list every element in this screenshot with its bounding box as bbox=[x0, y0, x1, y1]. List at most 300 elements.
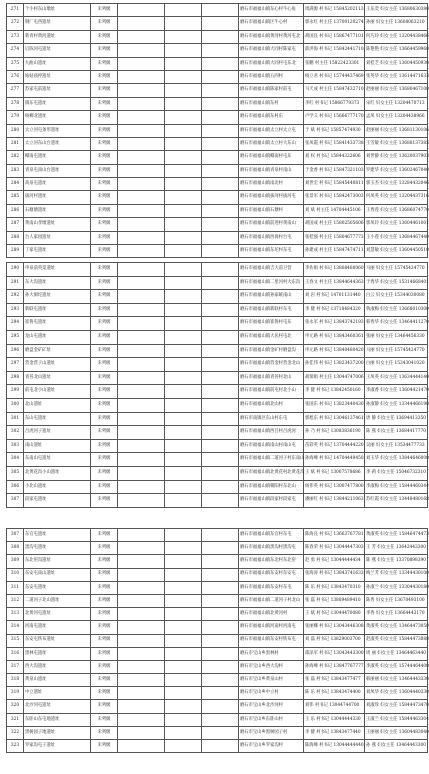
site-name: 钢厂屯西遗址 bbox=[24, 17, 91, 30]
empty-cell bbox=[118, 412, 165, 426]
site-location: 磨石市宝山乡中立村 bbox=[239, 687, 304, 700]
site-location: 磨石市福福山镇崔鲁村屯东 bbox=[239, 317, 304, 331]
empty-cell bbox=[165, 740, 202, 753]
protection-level: 未列级 bbox=[91, 385, 118, 399]
protection-level: 未列级 bbox=[91, 111, 118, 124]
contact-primary: 张鹏 村主任 15822423301 bbox=[304, 57, 365, 70]
empty-cell bbox=[118, 84, 165, 97]
empty-cell bbox=[165, 231, 202, 244]
row-number: 302 bbox=[7, 426, 24, 440]
row-number: 304 bbox=[7, 453, 24, 467]
protection-level: 未列级 bbox=[91, 700, 118, 713]
empty-cell bbox=[202, 111, 239, 124]
site-location: 磨石市福福山镇石塘村 bbox=[239, 204, 304, 217]
contact-primary: 张 磊 村书记 13843477477 bbox=[304, 674, 365, 687]
table-row bbox=[7, 245, 428, 258]
contact-primary: 胡国良 村书记 15867477101 bbox=[304, 30, 365, 43]
empty-cell bbox=[165, 358, 202, 372]
contact-secondary: 王丽丽 妇女主任 13604483040 bbox=[365, 726, 428, 739]
empty-cell bbox=[202, 412, 239, 426]
table-row bbox=[7, 453, 428, 467]
contact-primary: 卢学义 村书记 15666777170 bbox=[304, 111, 365, 124]
protection-level: 未列级 bbox=[91, 191, 118, 204]
row-number: 307 bbox=[7, 529, 24, 542]
contact-primary: 邵泽军 村书记 13043443300 bbox=[304, 647, 365, 660]
empty-cell bbox=[118, 57, 165, 70]
site-name: 孙大洞坨遗址 bbox=[24, 290, 91, 304]
table-row bbox=[7, 303, 428, 317]
contact-primary: 王 斌 村书记 13007578686 bbox=[304, 466, 365, 480]
contact-primary: 张国东 村书记 13823440430 bbox=[304, 398, 365, 412]
row-number: 278 bbox=[7, 97, 24, 110]
site-name: 丁家屯遗址 bbox=[24, 245, 91, 258]
empty-cell bbox=[165, 57, 202, 70]
empty-cell bbox=[165, 385, 202, 399]
contact-primary: 刘世宏 村书记 15845440811 bbox=[304, 178, 365, 191]
site-name: 青泉屯南山台遗址 bbox=[24, 164, 91, 177]
contact-primary: 张丽娜 村书记 13043446308 bbox=[304, 621, 365, 634]
empty-cell bbox=[165, 621, 202, 634]
site-location: 磨石市福福山镇二里河村大东沟 bbox=[239, 276, 304, 290]
site-name: 北沙河屯遗址 bbox=[24, 700, 91, 713]
contact-primary: 申元路 村书记 13843460361 bbox=[304, 330, 365, 344]
contact-primary: 马天成 村主任 15847432710 bbox=[304, 84, 365, 97]
empty-cell bbox=[118, 30, 165, 43]
row-number: 299 bbox=[7, 385, 24, 399]
row-number: 313 bbox=[7, 608, 24, 621]
protection-level: 未列级 bbox=[91, 529, 118, 542]
row-number: 283 bbox=[7, 164, 24, 177]
contact-primary: 张永军 村书记 13843742193 bbox=[304, 317, 365, 331]
empty-cell bbox=[165, 674, 202, 687]
contact-secondary: 李 莉 妇女主任 15046732310 bbox=[365, 466, 428, 480]
empty-cell bbox=[202, 290, 239, 304]
protection-level: 未列级 bbox=[91, 303, 118, 317]
empty-cell bbox=[202, 371, 239, 385]
site-location: 磨石市宝山乡罗家沟村 bbox=[239, 740, 304, 753]
table-row bbox=[7, 124, 428, 137]
row-number: 320 bbox=[7, 700, 24, 713]
empty-cell bbox=[118, 594, 165, 607]
site-name: 杨柳北遗址 bbox=[24, 111, 91, 124]
table-row bbox=[7, 466, 428, 480]
row-number: 277 bbox=[7, 84, 24, 97]
contact-secondary: 马丽 妇女主任 15745424770 bbox=[365, 263, 428, 277]
row-number: 305 bbox=[7, 466, 24, 480]
site-location: 磨石市福福山镇大同村屯东北 bbox=[239, 57, 304, 70]
row-number: 291 bbox=[7, 276, 24, 290]
empty-cell bbox=[165, 4, 202, 17]
empty-cell bbox=[202, 634, 239, 647]
row-number: 322 bbox=[7, 726, 24, 739]
empty-cell bbox=[202, 245, 239, 258]
empty-cell bbox=[118, 621, 165, 634]
site-name: 太立河屯条形遗址 bbox=[24, 124, 91, 137]
site-name: 黄南山孝墩遗址 bbox=[24, 218, 91, 231]
contact-secondary: 王秀莲 妇女主任 13686074770 bbox=[365, 204, 428, 217]
empty-cell bbox=[165, 466, 202, 480]
empty-cell bbox=[118, 17, 165, 30]
row-number: 301 bbox=[7, 412, 24, 426]
empty-cell bbox=[118, 398, 165, 412]
site-location: 磨石市福福山镇大民村屯北 bbox=[239, 330, 304, 344]
empty-cell bbox=[165, 276, 202, 290]
contact-primary: 刘 磊 村书记 13829003700 bbox=[304, 634, 365, 647]
table-row bbox=[7, 97, 428, 110]
site-location: 磨石市福福山镇东北村东北窑 bbox=[239, 555, 304, 568]
site-name: 黄泉山遗址 bbox=[24, 674, 91, 687]
site-name: 镇东屯遗址 bbox=[24, 97, 91, 110]
empty-cell bbox=[118, 358, 165, 372]
row-number: 280 bbox=[7, 124, 24, 137]
site-name: 小北山遗址 bbox=[24, 480, 91, 494]
empty-cell bbox=[165, 111, 202, 124]
protection-level: 未列级 bbox=[91, 164, 118, 177]
empty-cell bbox=[118, 466, 165, 480]
site-location: 磨石市福福山镇吉大前卫营 bbox=[239, 263, 304, 277]
table-row bbox=[7, 30, 428, 43]
empty-cell bbox=[202, 57, 239, 70]
table-row bbox=[7, 385, 428, 399]
table-row bbox=[7, 191, 428, 204]
protection-level: 未列级 bbox=[91, 17, 118, 30]
empty-cell bbox=[202, 398, 239, 412]
contact-secondary: 苏红霞 妇女主任 13448480168 bbox=[365, 494, 428, 508]
empty-cell bbox=[165, 634, 202, 647]
contact-primary: 孙建成 村主任 15847474711 bbox=[304, 245, 365, 258]
contact-primary: 王 乐 村书记 13044444330 bbox=[304, 713, 365, 726]
protection-level: 未列级 bbox=[91, 276, 118, 290]
empty-cell bbox=[165, 529, 202, 542]
contact-primary: 孙海峰 村书记 13847767777 bbox=[304, 660, 365, 673]
site-location: 磨石市福福山镇前屯村北小山 bbox=[239, 385, 304, 399]
site-location: 磨石市福福山镇二道河子村北山 bbox=[239, 594, 304, 607]
site-name: 东安屯铁布遗址 bbox=[24, 634, 91, 647]
protection-level: 未列级 bbox=[91, 439, 118, 453]
empty-cell bbox=[118, 542, 165, 555]
table-row bbox=[7, 426, 428, 440]
empty-cell bbox=[165, 70, 202, 83]
site-name: 东卧山东屯地遗址 bbox=[24, 713, 91, 726]
contact-primary: 胡瑞娟 村主任 13044747006 bbox=[304, 371, 365, 385]
empty-cell bbox=[118, 44, 165, 57]
contact-secondary: 张英华 妇女主任 13614471633 bbox=[365, 70, 428, 83]
contact-primary: 陈海峰 村书记 13044444440 bbox=[304, 740, 365, 753]
row-number: 288 bbox=[7, 231, 24, 244]
site-name: 高泉屯遗址 bbox=[24, 178, 91, 191]
table-row bbox=[7, 276, 428, 290]
empty-cell bbox=[118, 164, 165, 177]
site-name: 东北窑沟遗址 bbox=[24, 555, 91, 568]
empty-cell bbox=[202, 231, 239, 244]
site-name: 营金营子山遗址 bbox=[24, 358, 91, 372]
row-number: 311 bbox=[7, 581, 24, 594]
empty-cell bbox=[202, 740, 239, 753]
empty-cell bbox=[165, 97, 202, 110]
table-row bbox=[7, 111, 428, 124]
empty-cell bbox=[202, 124, 239, 137]
empty-cell bbox=[165, 568, 202, 581]
empty-cell bbox=[118, 555, 165, 568]
empty-cell bbox=[118, 137, 165, 150]
protection-level: 未列级 bbox=[91, 740, 118, 753]
protection-level: 未列级 bbox=[91, 44, 118, 57]
contact-secondary: 孙淑兰 妇女主任 13304430180 bbox=[365, 581, 428, 594]
contact-secondary: 王乐奕 妇女主任 13680630380 bbox=[365, 4, 428, 17]
contact-secondary: 刘世静 妇女主任 13620037903 bbox=[365, 151, 428, 164]
row-number: 316 bbox=[7, 647, 24, 660]
contact-primary: 杨伟英 村书记 13007477800 bbox=[304, 480, 365, 494]
empty-cell bbox=[118, 263, 165, 277]
contact-secondary: 鲁淑梅 妇女主任 13668010300 bbox=[365, 303, 428, 317]
empty-cell bbox=[118, 480, 165, 494]
protection-level: 未列级 bbox=[91, 137, 118, 150]
empty-cell bbox=[202, 674, 239, 687]
site-location: 磨石市福福山镇东心村牛心角 bbox=[239, 4, 304, 17]
site-name: 东山屯遗址 bbox=[24, 412, 91, 426]
site-location: 磨石市福福山镇大同村陈家屯 bbox=[239, 44, 304, 57]
contact-secondary: 刘凤华 妇女主任 13604440330 bbox=[365, 687, 428, 700]
empty-cell bbox=[165, 317, 202, 331]
empty-cell bbox=[202, 178, 239, 191]
empty-cell bbox=[202, 466, 239, 480]
row-number: 315 bbox=[7, 634, 24, 647]
empty-cell bbox=[118, 740, 165, 753]
site-name: 河南屯遗址 bbox=[24, 621, 91, 634]
empty-cell bbox=[165, 412, 202, 426]
contact-secondary: 唐 静 妇女主任 13694413350 bbox=[365, 412, 428, 426]
table-row bbox=[7, 494, 428, 508]
protection-level: 未列级 bbox=[91, 494, 118, 508]
protection-level: 未列级 bbox=[91, 594, 118, 607]
contact-primary: 申元路 村书记 13840480420 bbox=[304, 344, 365, 358]
protection-level: 未列级 bbox=[91, 290, 118, 304]
empty-cell bbox=[165, 480, 202, 494]
contact-secondary: 孙丽 妇女主任 13608063210 bbox=[365, 17, 428, 30]
contact-secondary: 陈 燕 妇女主任 13370898390 bbox=[365, 555, 428, 568]
empty-cell bbox=[202, 594, 239, 607]
contact-secondary: 张丽 妇女主任 13464456330 bbox=[365, 330, 428, 344]
empty-cell bbox=[118, 494, 165, 508]
site-location: 磨石市福福山镇金矿村磨盘沟 bbox=[239, 344, 304, 358]
site-location: 磨石市福福山镇新联村东屯 bbox=[239, 303, 304, 317]
table-row bbox=[7, 687, 428, 700]
empty-cell bbox=[165, 30, 202, 43]
empty-cell bbox=[118, 317, 165, 331]
protection-level: 未列级 bbox=[91, 726, 118, 739]
site-name: 青苔北山遗址 bbox=[24, 371, 91, 385]
contact-secondary: 于秀华 妇女主任 15314668401 bbox=[365, 276, 428, 290]
row-number: 292 bbox=[7, 290, 24, 304]
empty-cell bbox=[202, 263, 239, 277]
contact-secondary: 刘淑珍 妇女主任 15844473470 bbox=[365, 700, 428, 713]
site-location: 磨石市福福山镇二道河子村东南山 bbox=[239, 453, 304, 467]
empty-cell bbox=[165, 204, 202, 217]
contact-secondary: 李淑香 妇女主任 13604421470 bbox=[365, 385, 428, 399]
empty-cell bbox=[165, 494, 202, 508]
empty-cell bbox=[118, 70, 165, 83]
empty-cell bbox=[165, 263, 202, 277]
table-row bbox=[7, 529, 428, 542]
site-location: 磨石市福福山镇朝阳村东北山 bbox=[239, 480, 304, 494]
empty-cell bbox=[202, 608, 239, 621]
row-number: 275 bbox=[7, 57, 24, 70]
site-location: 磨石市福福山镇北黄花村北黄花沟 bbox=[239, 466, 304, 480]
protection-level: 未列级 bbox=[91, 97, 118, 110]
contact-secondary: 孙 燕 妇女主任 13464443300 bbox=[365, 740, 428, 753]
empty-cell bbox=[202, 70, 239, 83]
site-name: 申泉前英渠遗址 bbox=[24, 263, 91, 277]
contact-secondary: 吴丽 妇女主任 13534477733 bbox=[365, 439, 428, 453]
empty-cell bbox=[165, 660, 202, 673]
protection-level: 未列级 bbox=[91, 245, 118, 258]
site-name: 东安屯南山遗址 bbox=[24, 568, 91, 581]
contact-primary: 张凤霞 村书记 15841433738 bbox=[304, 137, 365, 150]
table-row bbox=[7, 398, 428, 412]
empty-cell bbox=[165, 439, 202, 453]
empty-cell bbox=[118, 713, 165, 726]
site-name: 石塘塘遗址 bbox=[24, 204, 91, 217]
empty-cell bbox=[202, 151, 239, 164]
row-number: 284 bbox=[7, 178, 24, 191]
protection-level: 未列级 bbox=[91, 330, 118, 344]
empty-cell bbox=[202, 4, 239, 17]
protection-level: 未列级 bbox=[91, 317, 118, 331]
protection-level: 未列级 bbox=[91, 453, 118, 467]
row-number: 276 bbox=[7, 70, 24, 83]
row-number: 279 bbox=[7, 111, 24, 124]
empty-cell bbox=[202, 218, 239, 231]
contact-primary: 孙海峰 村书记 14704449450 bbox=[304, 453, 365, 467]
empty-cell bbox=[202, 97, 239, 110]
site-location: 磨石市福福山镇前进村黄南山 bbox=[239, 218, 304, 231]
site-location: 磨石市宝山乡黄泉山村 bbox=[239, 674, 304, 687]
contact-primary: 李 健 村书记 13842450160 bbox=[304, 385, 365, 399]
row-number: 290 bbox=[7, 263, 24, 277]
empty-cell bbox=[202, 30, 239, 43]
contact-primary: 孙佳伟 村书记 13823437200 bbox=[304, 358, 365, 372]
contact-secondary: 马丽 妇女主任 15745424770 bbox=[365, 344, 428, 358]
row-number: 289 bbox=[7, 245, 24, 258]
empty-cell bbox=[118, 330, 165, 344]
empty-cell bbox=[165, 371, 202, 385]
site-name: 椰南屯遗址 bbox=[24, 151, 91, 164]
site-location: 磨石市福福山镇东官村东屯 bbox=[239, 529, 304, 542]
site-name: 北黄河屯遗址 bbox=[24, 608, 91, 621]
site-location: 磨石市宝山乡西大沟村 bbox=[239, 660, 304, 673]
contact-secondary: 陈 燕 妇女主任 13684417770 bbox=[365, 426, 428, 440]
empty-cell bbox=[165, 594, 202, 607]
empty-cell bbox=[118, 371, 165, 385]
site-name: 西大沟遗址 bbox=[24, 660, 91, 673]
heritage-table-part-2 bbox=[6, 262, 428, 508]
empty-cell bbox=[202, 647, 239, 660]
empty-cell bbox=[165, 290, 202, 304]
table-row bbox=[7, 713, 428, 726]
contact-primary: 刘 岩 村书记 14701131440 bbox=[304, 290, 365, 304]
contact-secondary: 韩丽丽 妇女主任 13464443330 bbox=[365, 674, 428, 687]
contact-primary: 于 斌 村书记 15857474930 bbox=[304, 124, 365, 137]
site-name: 东官屯遗址 bbox=[24, 529, 91, 542]
contact-primary: 陈海良 村书记 13663767781 bbox=[304, 529, 365, 542]
row-number: 271 bbox=[7, 4, 24, 17]
row-number: 294 bbox=[7, 317, 24, 331]
site-name: 段家屯遗址 bbox=[24, 494, 91, 508]
empty-cell bbox=[202, 84, 239, 97]
table-row bbox=[7, 330, 428, 344]
empty-cell bbox=[165, 453, 202, 467]
table-row bbox=[7, 231, 428, 244]
empty-cell bbox=[165, 137, 202, 150]
contact-primary: 张海涛 村书记 13843741633 bbox=[304, 568, 365, 581]
contact-secondary: 梅兰芳 妇女主任 13344430100 bbox=[365, 568, 428, 581]
contact-secondary: 郭凤玲 妇女主任 13604461001 bbox=[365, 218, 428, 231]
row-number: 285 bbox=[7, 191, 24, 204]
table-row bbox=[7, 17, 428, 30]
site-name: 东南山屯遗址 bbox=[24, 453, 91, 467]
protection-level: 未列级 bbox=[91, 647, 118, 660]
contact-primary: 张景军 村书记 15842473003 bbox=[304, 191, 365, 204]
table-row bbox=[7, 263, 428, 277]
site-name: 龙山屯遗址 bbox=[24, 330, 91, 344]
empty-cell bbox=[202, 529, 239, 542]
site-name: 九曲山遗址 bbox=[24, 57, 91, 70]
protection-level: 未列级 bbox=[91, 344, 118, 358]
row-number: 295 bbox=[7, 330, 24, 344]
site-location: 磨石市福福山镇营金村营金北山 bbox=[239, 358, 304, 372]
site-name: 磨盘金矿矿址 bbox=[24, 344, 91, 358]
contact-primary: 潘丽红 村书记 13844211063 bbox=[304, 494, 365, 508]
empty-cell bbox=[118, 111, 165, 124]
contact-secondary: 刘玉华 妇女主任 13844646000 bbox=[365, 453, 428, 467]
table-row bbox=[7, 178, 428, 191]
site-name: 北黄花沟小山遗址 bbox=[24, 466, 91, 480]
row-number: 308 bbox=[7, 542, 24, 555]
table-row bbox=[7, 660, 428, 673]
site-location: 磨石市福福山镇陈家村前屯 bbox=[239, 84, 304, 97]
empty-cell bbox=[118, 303, 165, 317]
protection-level: 未列级 bbox=[91, 178, 118, 191]
protection-level: 未列级 bbox=[91, 542, 118, 555]
protection-level: 未列级 bbox=[91, 555, 118, 568]
empty-cell bbox=[165, 726, 202, 739]
table-row bbox=[7, 568, 428, 581]
protection-level: 未列级 bbox=[91, 687, 118, 700]
row-number: 321 bbox=[7, 713, 24, 726]
empty-cell bbox=[202, 542, 239, 555]
empty-cell bbox=[165, 713, 202, 726]
empty-cell bbox=[165, 647, 202, 660]
empty-cell bbox=[118, 344, 165, 358]
row-number: 312 bbox=[7, 594, 24, 607]
site-location: 磨石市福福山镇东安村东屯 bbox=[239, 581, 304, 594]
empty-cell bbox=[202, 330, 239, 344]
empty-cell bbox=[202, 191, 239, 204]
table-row bbox=[7, 594, 428, 607]
site-location: 磨石市福福山镇青苔村北山 bbox=[239, 371, 304, 385]
empty-cell bbox=[202, 713, 239, 726]
contact-secondary: 王 芳 妇女主任 13642443300 bbox=[365, 542, 428, 555]
site-location: 磨石市福福山镇北山村 bbox=[239, 398, 304, 412]
empty-cell bbox=[202, 439, 239, 453]
empty-cell bbox=[202, 317, 239, 331]
row-number: 274 bbox=[7, 44, 24, 57]
table-row bbox=[7, 358, 428, 372]
table-row bbox=[7, 700, 428, 713]
empty-cell bbox=[118, 647, 165, 660]
contact-secondary: 李淑英 妇女主任 15744464400 bbox=[365, 660, 428, 673]
contact-primary: 李 健 村书记 13843477440 bbox=[304, 726, 365, 739]
